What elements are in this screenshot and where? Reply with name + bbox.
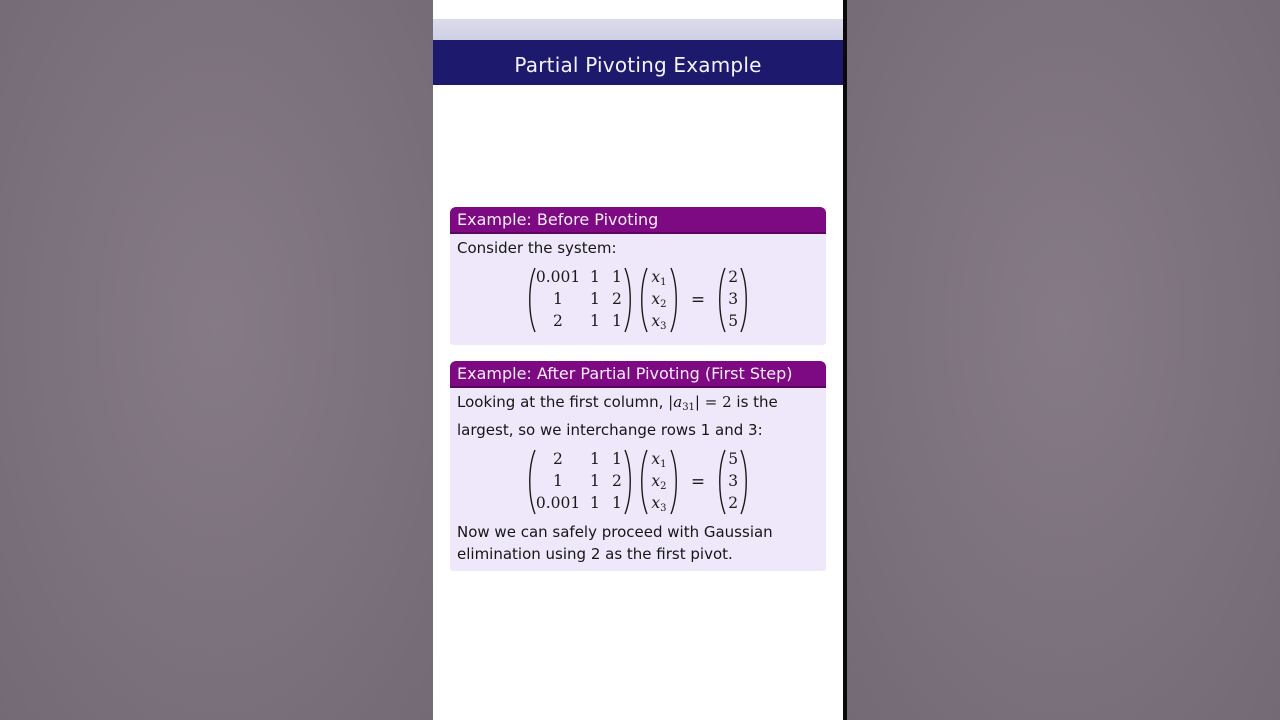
equals-sign: = [690, 472, 706, 492]
rhs-vector [717, 267, 749, 333]
matrix-cell: 2 [611, 472, 622, 490]
block-outro-text: Now we can safely proceed with Gaussian elimination using 2 as the first pivot. [457, 523, 773, 563]
frame-border [843, 0, 847, 720]
vector-entry: $x_1$ [651, 450, 667, 470]
coefficient-matrix [527, 449, 633, 515]
left-paren-icon [717, 449, 726, 515]
matrix-cell: 1 [589, 312, 600, 330]
title-bar [433, 40, 843, 85]
unknown-vector [639, 449, 679, 515]
right-paren-icon [740, 267, 749, 333]
block-body [450, 234, 826, 345]
matrix-cell: 1 [611, 312, 622, 330]
left-paren-icon [639, 449, 648, 515]
equals-sign: = [690, 290, 706, 310]
matrix-cell: 1 [589, 290, 600, 308]
vector-entry: 5 [728, 450, 739, 468]
vector-entry: $x_3$ [651, 494, 667, 514]
matrix-cell: 1 [589, 494, 600, 512]
right-paren-icon [670, 267, 679, 333]
coefficient-matrix [527, 267, 633, 333]
matrix-cell: 1 [611, 450, 622, 468]
background-right [847, 0, 1280, 720]
matrix-cell: 2 [611, 290, 622, 308]
matrix-cell: 1 [552, 290, 563, 308]
slide-title: Partial Pivoting Example [514, 52, 762, 77]
header-strip [433, 19, 843, 40]
matrix-equation [457, 267, 819, 333]
left-paren-icon [527, 449, 536, 515]
block-title: Example: After Partial Pivoting (First Step) [450, 361, 826, 388]
block-intro-text: Consider the system: [457, 239, 617, 257]
left-paren-icon [527, 267, 536, 333]
unknown-vector [639, 267, 679, 333]
example-block-after-pivoting [450, 361, 826, 571]
vector-entry: $x_2$ [651, 290, 667, 310]
matrix-cell: 1 [611, 494, 622, 512]
matrix-cell: 1 [552, 472, 563, 490]
right-paren-icon [624, 267, 633, 333]
inline-math-a31: $|a_{31}| = 2$ [668, 393, 732, 413]
matrix-cell: 2 [552, 312, 563, 330]
vector-entry: 2 [728, 494, 739, 512]
block-intro-text: Looking at the first column, $|a_{31}| = 2$ is the largest, so we interchange rows 1 and 3: [457, 393, 778, 439]
right-paren-icon [624, 449, 633, 515]
matrix-cell: 0.001 [535, 268, 581, 286]
block-title: Example: Before Pivoting [450, 207, 826, 234]
matrix-cell: 1 [611, 268, 622, 286]
right-paren-icon [740, 449, 749, 515]
background-left [0, 0, 433, 720]
vector-entry: $x_3$ [651, 312, 667, 332]
block-body [450, 388, 826, 571]
vector-entry: 2 [728, 268, 739, 286]
slide [433, 0, 843, 720]
left-paren-icon [717, 267, 726, 333]
left-paren-icon [639, 267, 648, 333]
matrix-cell: 1 [589, 472, 600, 490]
example-block-before-pivoting [450, 207, 826, 345]
matrix-cell: 1 [589, 450, 600, 468]
vector-entry: $x_2$ [651, 472, 667, 492]
rhs-vector [717, 449, 749, 515]
vector-entry: 5 [728, 312, 739, 330]
matrix-cell: 1 [589, 268, 600, 286]
vector-entry: $x_1$ [651, 268, 667, 288]
right-paren-icon [670, 449, 679, 515]
matrix-cell: 0.001 [535, 494, 581, 512]
vector-entry: 3 [728, 472, 739, 490]
matrix-cell: 2 [552, 450, 563, 468]
vector-entry: 3 [728, 290, 739, 308]
matrix-equation [457, 449, 819, 515]
